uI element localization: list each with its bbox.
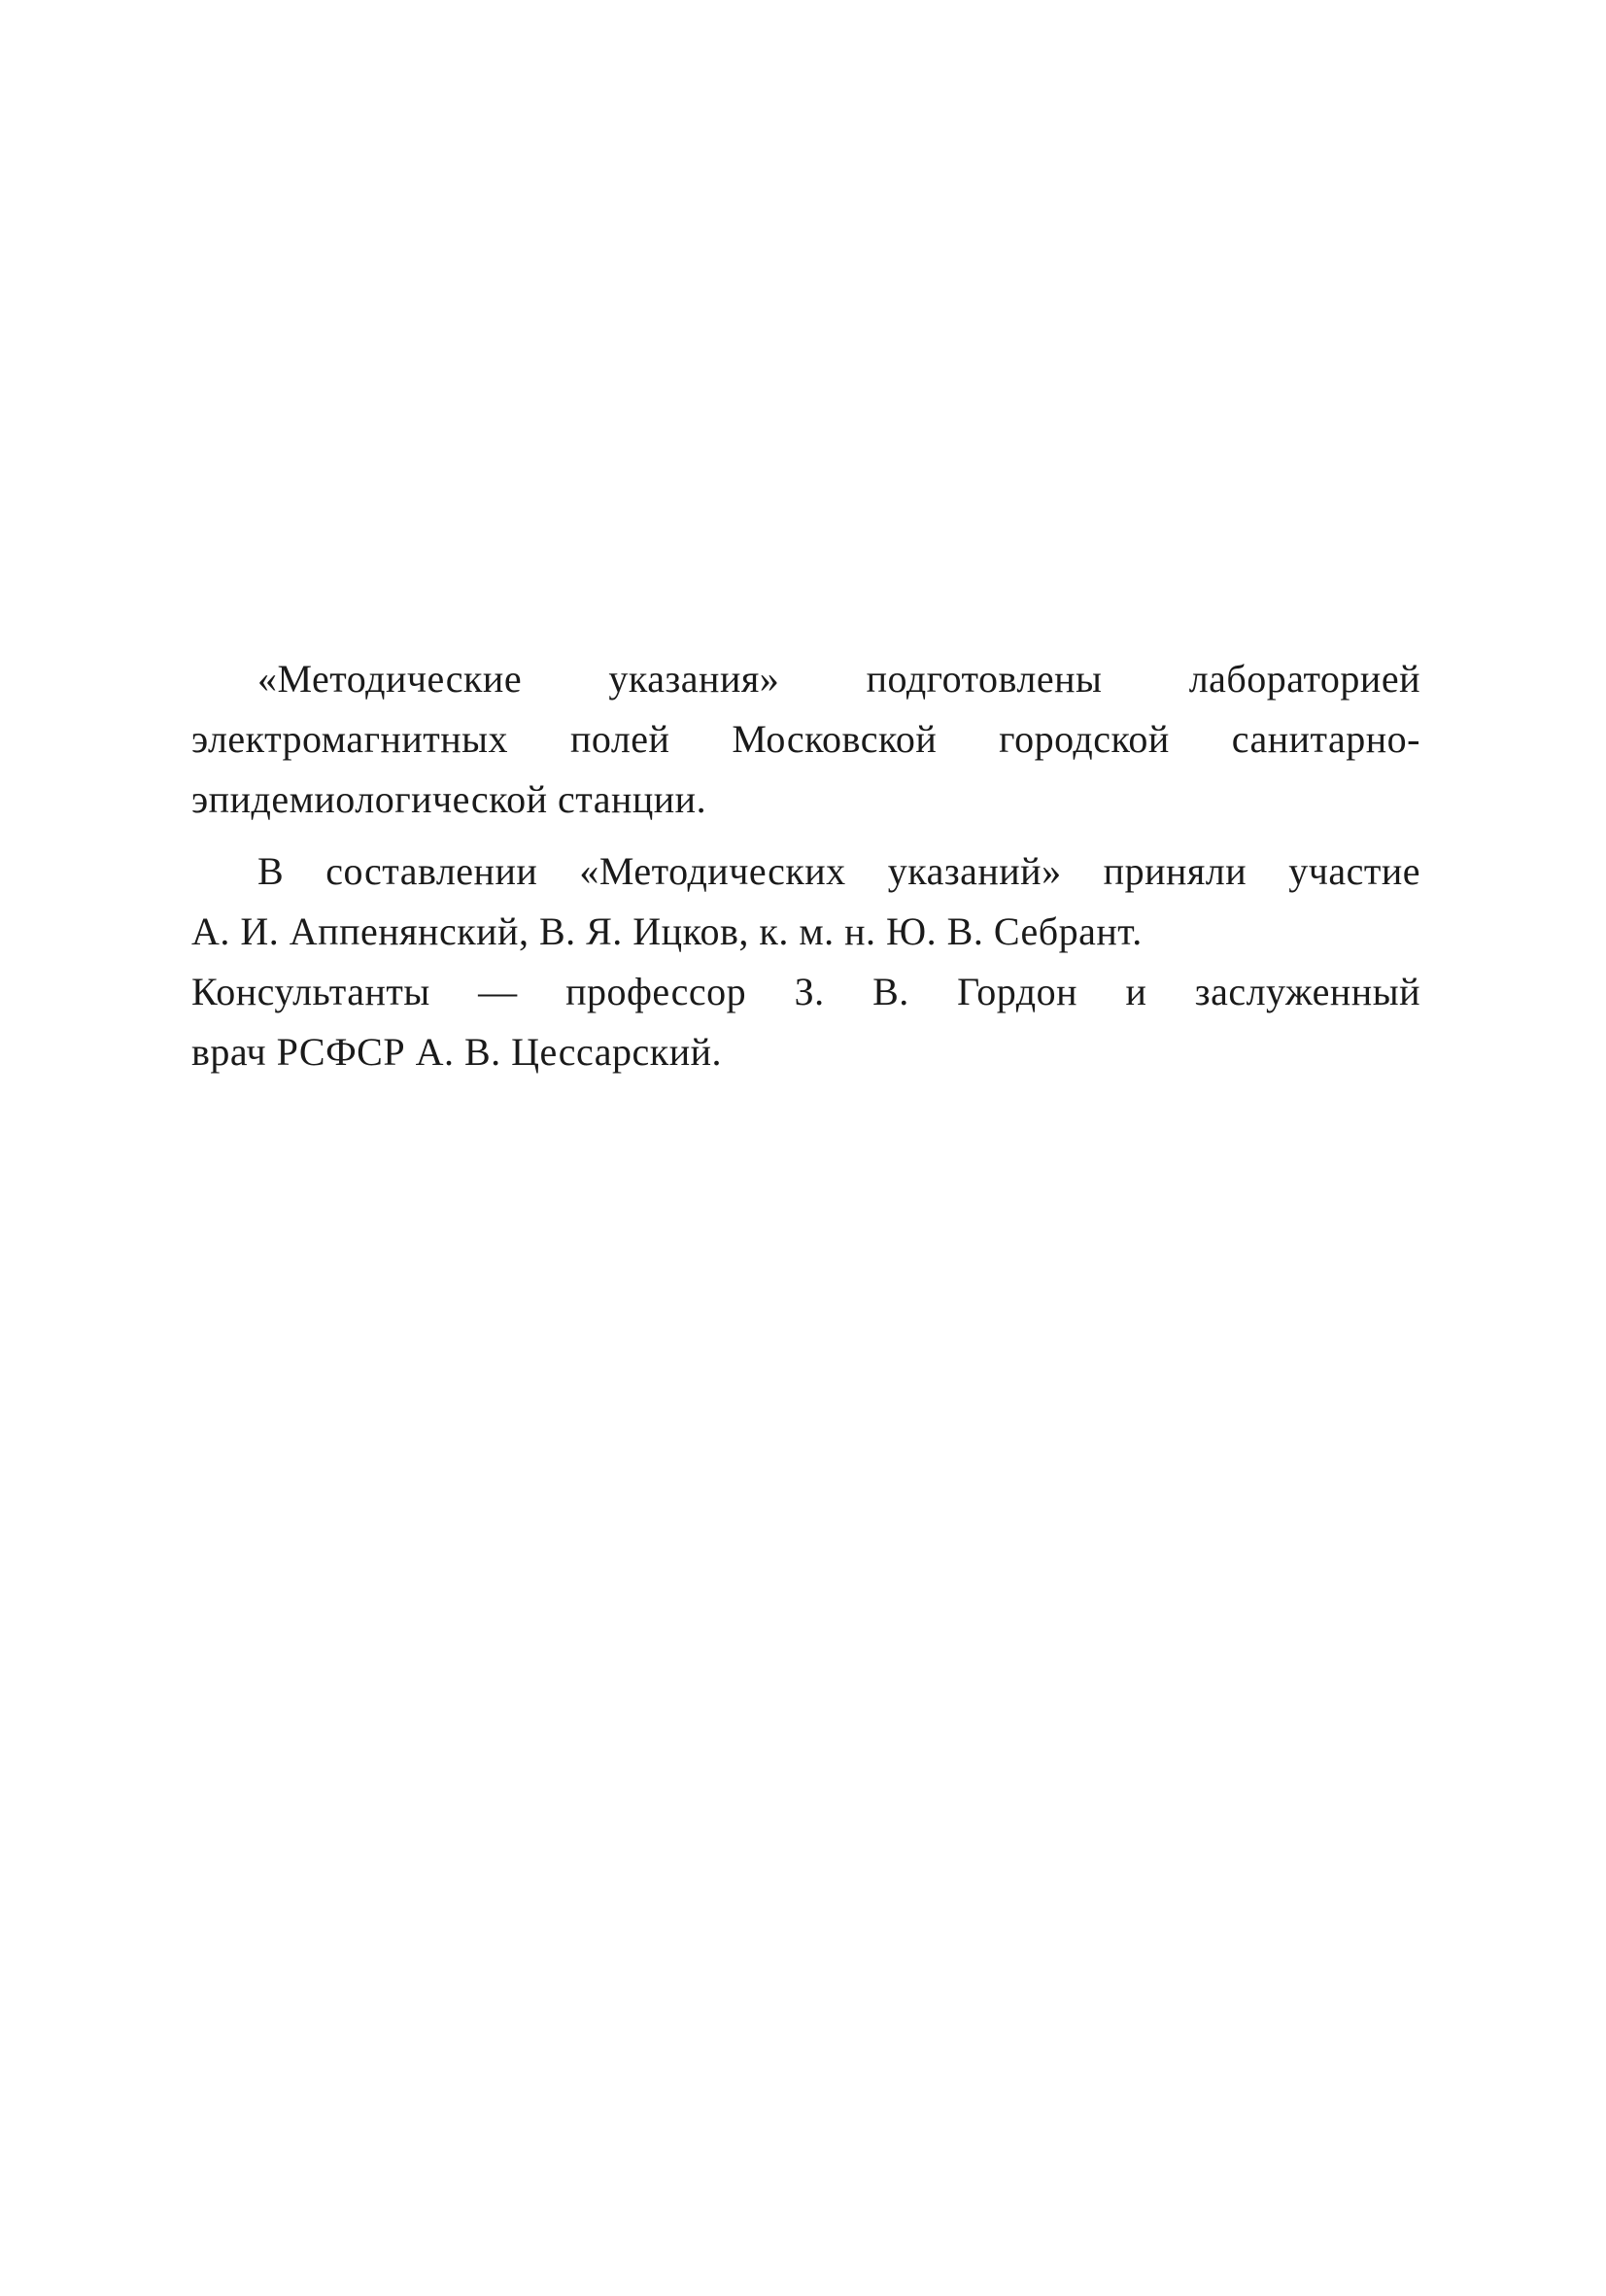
text-line: А. И. Аппенянский, В. Я. Ицков, к. м. н. Ю. В. Себрант. xyxy=(191,909,1143,953)
text-line: В составлении «Методических указаний» приняли участие xyxy=(257,849,1420,893)
text-line: эпидемиологической станции. xyxy=(191,777,707,821)
credits-text-block xyxy=(191,649,1420,1094)
authors-paragraph xyxy=(191,841,1420,1082)
text-line: Консультанты — профессор З. В. Гордон и заслуженный xyxy=(191,970,1420,1013)
text-line: «Методические указания» подготовлены лабораторией xyxy=(257,657,1420,701)
text-line: врач РСФСР А. В. Цессарский. xyxy=(191,1030,723,1074)
preparation-paragraph xyxy=(191,649,1420,830)
text-line: электромагнитных полей Московской городской санитарно- xyxy=(191,717,1420,761)
